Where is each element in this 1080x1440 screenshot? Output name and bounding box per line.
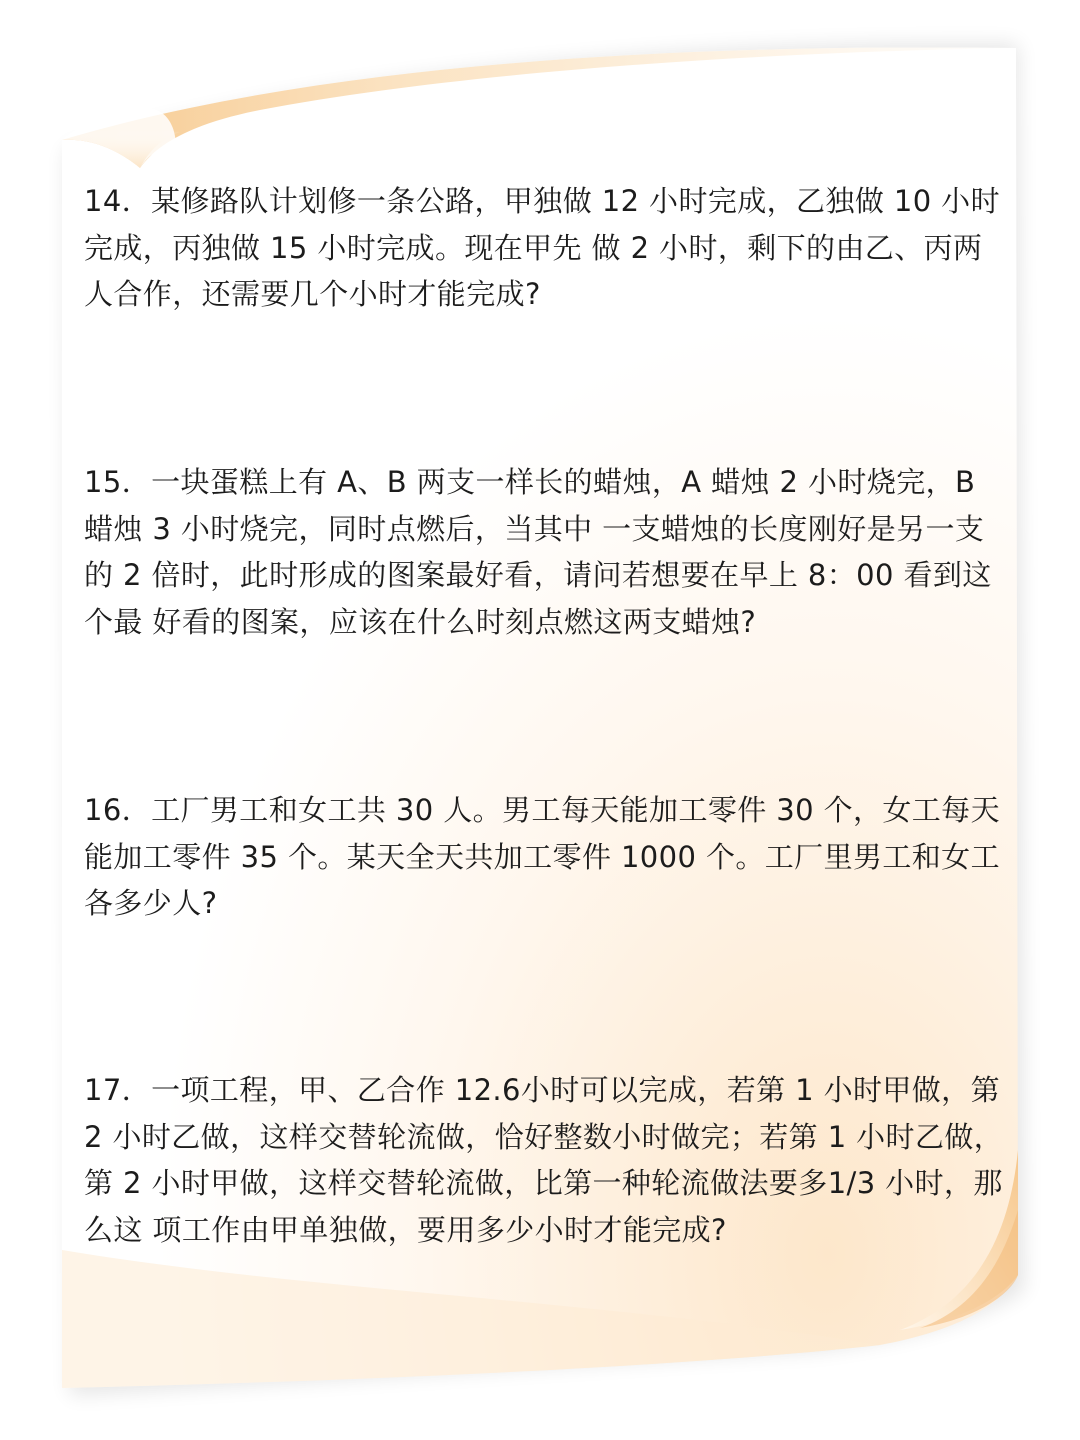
question-16: 16．工厂男工和女工共 30 人。男工每天能加工零件 30 个，女工每天能加工零件 35 个。某天全天共加工零件 1000 个。工厂里男工和女工各多少人?: [84, 793, 1000, 920]
question-14: 14．某修路队计划修一条公路，甲独做 12 小时完成，乙独做 10 小时完成，丙独做 15 小时完成。现在甲先 做 2 小时，剩下的由乙、丙两人合作，还需要几个小时才能完成?: [84, 184, 1000, 311]
question-15: 15．一块蛋糕上有 A、B 两支一样长的蜡烛，A 蜡烛 2 小时烧完，B 蜡烛 3 小时烧完，同时点燃后，当其中 一支蜡烛的长度刚好是另一支的 2 倍时，此时形成的图案最好看，请问若想要在早上 8：00 看到这个最 好看的图案，应该在什么时刻点燃这两支蜡烛?: [84, 465, 992, 639]
question-17: 17．一项工程，甲、乙合作 12.6小时可以完成，若第 1 小时甲做，第 2 小时乙做，这样交替轮流做，恰好整数小时做完；若第 1 小时乙做，第 2 小时甲做，这样交替轮流做，比第一种轮流做法要多1/3 小时，那么这 项工作由甲单独做，要用多少小时才能完成?: [84, 1073, 1004, 1247]
